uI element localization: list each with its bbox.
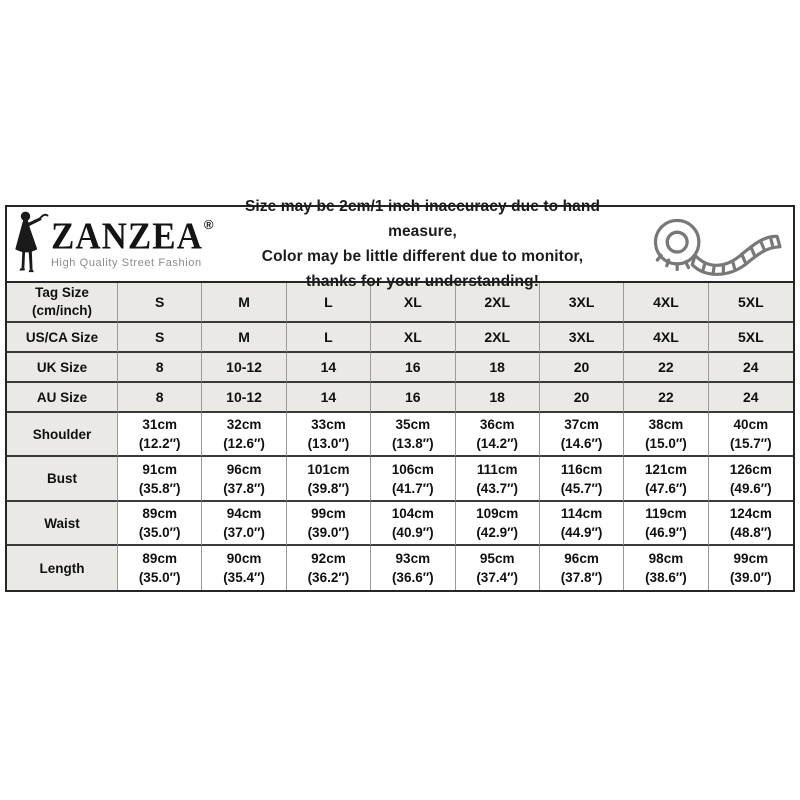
- row-label-shoulder: Shoulder: [7, 413, 118, 457]
- row-label-length: Length: [7, 546, 118, 590]
- measure-inch: (37.8″): [560, 570, 603, 585]
- measure-cell: [540, 413, 624, 457]
- measure-cell: [287, 457, 371, 502]
- size-cell: 10-12: [202, 353, 286, 383]
- measure-cm: 37cm: [564, 417, 599, 432]
- measure-cell: [371, 546, 455, 590]
- size-cell: M: [202, 283, 286, 323]
- measure-cm: 106cm: [391, 461, 434, 477]
- measure-inch: (39.8″): [307, 480, 350, 496]
- disclaimer-line-3: thanks for your understanding!: [306, 273, 539, 290]
- measure-cm: 91cm: [142, 461, 177, 477]
- woman-silhouette-icon: [13, 210, 49, 276]
- measure-inch: (14.2″): [476, 436, 519, 451]
- measure-inch: (39.0″): [307, 525, 350, 540]
- measure-inch: (14.6″): [560, 436, 603, 451]
- row-label-uk-size: UK Size: [7, 353, 118, 383]
- measure-cm: 92cm: [311, 551, 346, 566]
- row-label-us-ca-size: US/CA Size: [7, 323, 118, 353]
- measure-cm: 126cm: [729, 461, 772, 477]
- size-cell: 22: [624, 353, 708, 383]
- measure-cell: [118, 502, 202, 546]
- measure-cm: 96cm: [226, 461, 262, 477]
- measure-cm: 98cm: [648, 551, 684, 566]
- size-cell: 2XL: [456, 283, 540, 323]
- measure-cell: [709, 546, 793, 590]
- size-cell: 18: [456, 383, 540, 413]
- measure-cell: [456, 546, 540, 590]
- measure-cell: [540, 546, 624, 590]
- size-table: [7, 283, 793, 590]
- measure-cell: [540, 502, 624, 546]
- size-cell: 3XL: [540, 283, 624, 323]
- measure-cell: [202, 546, 286, 590]
- measure-cell: [371, 502, 455, 546]
- table-row-length: [7, 546, 793, 590]
- size-cell: M: [202, 323, 286, 353]
- brand-tagline: High Quality Street Fashion: [51, 256, 202, 269]
- row-label-line-2: (cm/inch): [31, 303, 92, 318]
- measure-inch: (45.7″): [560, 480, 603, 496]
- measure-inch: (37.0″): [223, 525, 265, 540]
- measure-cell: [118, 413, 202, 457]
- size-cell: 20: [540, 383, 624, 413]
- measure-cm: 89cm: [142, 506, 177, 521]
- row-label-au-size: AU Size: [7, 383, 118, 413]
- measure-cm: 95cm: [479, 551, 515, 566]
- size-cell: 24: [709, 353, 793, 383]
- measure-cm: 101cm: [307, 461, 350, 477]
- measure-cm: 94cm: [226, 506, 262, 521]
- row-label-bust: Bust: [7, 457, 118, 502]
- measure-cell: [709, 502, 793, 546]
- measure-cm: 89cm: [142, 551, 177, 566]
- measure-inch: (49.6″): [729, 480, 772, 496]
- size-cell: 3XL: [540, 323, 624, 353]
- measure-inch: (37.4″): [476, 570, 519, 585]
- measure-inch: (36.2″): [307, 570, 350, 585]
- tape-block: [633, 211, 793, 277]
- measure-cell: [456, 502, 540, 546]
- size-cell: 14: [287, 383, 371, 413]
- measure-cm: 116cm: [560, 461, 603, 477]
- tape-measure-icon: [642, 211, 784, 277]
- measure-inch: (13.0″): [307, 436, 350, 451]
- measure-inch: (35.8″): [138, 480, 181, 496]
- table-row-uk-size: [7, 353, 793, 383]
- measure-cm: 119cm: [645, 506, 687, 521]
- measure-cm: 38cm: [648, 417, 684, 432]
- measure-inch: (35.4″): [223, 570, 265, 585]
- size-cell: L: [287, 283, 371, 323]
- size-cell: XL: [371, 283, 455, 323]
- size-cell: 4XL: [624, 323, 708, 353]
- measure-cell: [202, 413, 286, 457]
- measure-inch: (40.9″): [391, 525, 434, 540]
- brand-text: [51, 214, 214, 269]
- table-row-waist: [7, 502, 793, 546]
- size-cell: 20: [540, 353, 624, 383]
- header-band: [7, 198, 793, 290]
- disclaimer-text: [212, 194, 633, 294]
- size-cell: 8: [118, 353, 202, 383]
- measure-cell: [624, 457, 708, 502]
- measure-cell: [456, 457, 540, 502]
- size-cell: 5XL: [709, 283, 793, 323]
- measure-inch: (41.7″): [391, 480, 434, 496]
- measure-inch: (38.6″): [645, 570, 687, 585]
- row-label-waist: Waist: [7, 502, 118, 546]
- measure-inch: (12.2″): [138, 436, 181, 451]
- measure-cell: [371, 413, 455, 457]
- measure-cell: [287, 546, 371, 590]
- size-cell: 10-12: [202, 383, 286, 413]
- measure-cm: 111cm: [476, 461, 518, 477]
- measure-cm: 35cm: [395, 417, 431, 432]
- measure-cell: [202, 502, 286, 546]
- measure-cell: [287, 413, 371, 457]
- measure-cell: [624, 413, 708, 457]
- measure-cell: [118, 457, 202, 502]
- measure-inch: (48.8″): [729, 525, 772, 540]
- disclaimer-line-1: Size may be 2cm/1 inch inaccuracy due to hand measure,: [244, 198, 601, 240]
- measure-cell: [118, 546, 202, 590]
- measure-inch: (39.0″): [729, 570, 772, 585]
- size-cell: 2XL: [456, 323, 540, 353]
- measure-cell: [202, 457, 286, 502]
- measure-cm: 99cm: [733, 551, 769, 566]
- measure-inch: (36.6″): [391, 570, 434, 585]
- table-row-au-size: [7, 383, 793, 413]
- measure-inch: (43.7″): [476, 480, 519, 496]
- size-cell: 5XL: [709, 323, 793, 353]
- measure-cm: 114cm: [560, 506, 603, 521]
- size-cell: XL: [371, 323, 455, 353]
- measure-inch: (12.6″): [223, 436, 265, 451]
- measure-cell: [371, 457, 455, 502]
- measure-inch: (15.0″): [645, 436, 687, 451]
- measure-cm: 33cm: [311, 417, 346, 432]
- measure-inch: (13.8″): [391, 436, 434, 451]
- measure-inch: (35.0″): [138, 570, 181, 585]
- measure-cm: 90cm: [226, 551, 262, 566]
- measure-cell: [540, 457, 624, 502]
- size-chart-board: [5, 198, 795, 592]
- size-cell: 18: [456, 353, 540, 383]
- measure-cell: [456, 413, 540, 457]
- registered-trademark-mark: ®: [203, 216, 214, 232]
- row-label-line-1: Tag Size: [35, 285, 89, 300]
- measure-cell: [709, 457, 793, 502]
- measure-cm: 121cm: [644, 461, 687, 477]
- measure-inch: (42.9″): [476, 525, 519, 540]
- row-label-tag-size: [7, 283, 118, 323]
- table-row-shoulder: [7, 413, 793, 457]
- measure-inch: (46.9″): [645, 525, 687, 540]
- brand-name: ZANZEA: [51, 214, 203, 257]
- measure-cm: 31cm: [142, 417, 177, 432]
- measure-cell: [287, 502, 371, 546]
- measure-inch: (44.9″): [560, 525, 603, 540]
- measure-cm: 36cm: [479, 417, 515, 432]
- size-cell: L: [287, 323, 371, 353]
- disclaimer-line-2: Color may be little different due to monitor,: [261, 248, 584, 265]
- table-row-bust: [7, 457, 793, 502]
- measure-inch: (15.7″): [729, 436, 772, 451]
- size-cell: 16: [371, 383, 455, 413]
- measure-inch: (35.0″): [138, 525, 181, 540]
- measure-inch: (47.6″): [645, 480, 687, 496]
- measure-cm: 32cm: [226, 417, 262, 432]
- measure-cm: 40cm: [733, 417, 769, 432]
- measure-cm: 124cm: [729, 506, 772, 521]
- size-cell: 4XL: [624, 283, 708, 323]
- measure-cell: [624, 502, 708, 546]
- measure-cm: 99cm: [311, 506, 346, 521]
- size-cell: 24: [709, 383, 793, 413]
- size-cell: S: [118, 283, 202, 323]
- size-cell: 14: [287, 353, 371, 383]
- measure-cell: [709, 413, 793, 457]
- size-cell: 22: [624, 383, 708, 413]
- measure-cell: [624, 546, 708, 590]
- size-cell: 16: [371, 353, 455, 383]
- size-cell: S: [118, 323, 202, 353]
- measure-cm: 109cm: [476, 506, 519, 521]
- measure-inch: (37.8″): [223, 480, 265, 496]
- measure-cm: 104cm: [391, 506, 434, 521]
- size-cell: 8: [118, 383, 202, 413]
- table-row-us-ca-size: [7, 323, 793, 353]
- brand-logo: [7, 212, 212, 276]
- measure-cm: 96cm: [564, 551, 599, 566]
- measure-cm: 93cm: [395, 551, 431, 566]
